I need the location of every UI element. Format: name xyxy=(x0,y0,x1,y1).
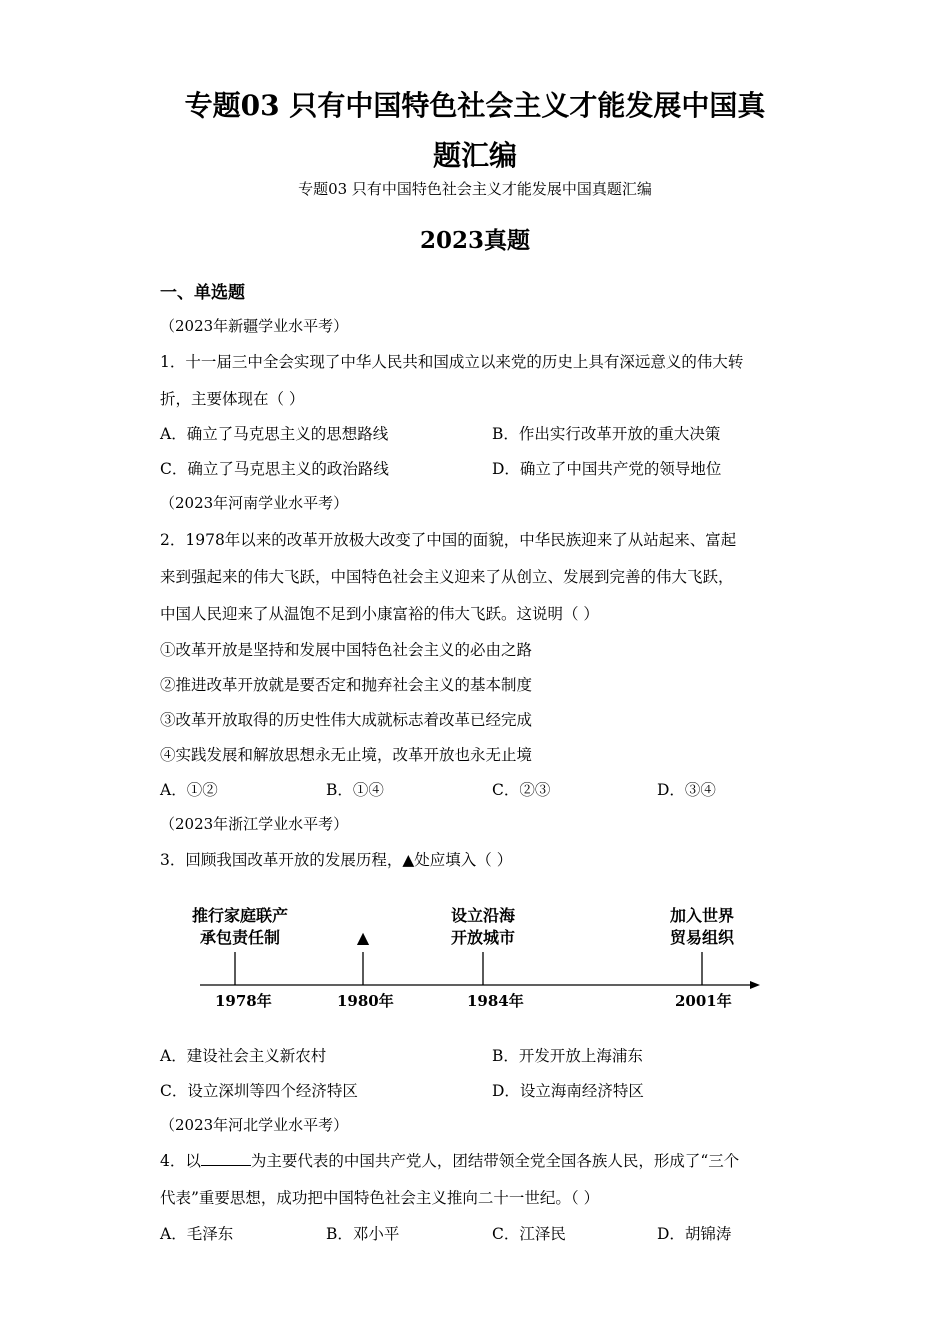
timeline-event-1978-line2: 承包责任制 xyxy=(199,928,280,947)
q2-statement-4: ④实践发展和解放思想永无止境，改革开放也永无止境 xyxy=(160,746,533,764)
timeline-event-2001 xyxy=(657,905,747,949)
q4-option-c: C．江泽民 xyxy=(492,1225,566,1243)
timeline-event-1978-line1: 推行家庭联产 xyxy=(191,906,288,925)
document-title-line1: 专题03 只有中国特色社会主义才能发展中国真 xyxy=(184,89,766,122)
q2-option-d: D．③④ xyxy=(657,781,716,799)
timeline-figure xyxy=(180,900,780,1020)
timeline-event-2001-line1: 加入世界 xyxy=(669,906,734,925)
q2-statement-2: ②推进改革开放就是要否定和抛弃社会主义的基本制度 xyxy=(160,676,533,694)
q4-stem-suffix: 为主要代表的中国共产党人，团结带领全党全国各族人民，形成了“三个 xyxy=(250,1152,740,1170)
q2-stem-line1: 2．1978年以来的改革开放极大改变了中国的面貌，中华民族迎来了从站起来、富起 xyxy=(160,531,737,549)
timeline-year-1978: 1978年 xyxy=(215,992,272,1010)
year-heading: 2023真题 xyxy=(419,227,530,254)
document-subtitle: 专题03 只有中国特色社会主义才能发展中国真题汇编 xyxy=(298,180,652,198)
q4-option-d: D．胡锦涛 xyxy=(657,1225,732,1243)
timeline-event-1984-line2: 开放城市 xyxy=(450,928,515,947)
q2-option-a: A．①② xyxy=(160,781,218,799)
q1-option-d: D．确立了中国共产党的领导地位 xyxy=(492,460,722,478)
timeline-event-2001-line2: 贸易组织 xyxy=(669,928,734,947)
q4-option-b: B．邓小平 xyxy=(326,1225,400,1243)
q1-option-c: C．确立了马克思主义的政治路线 xyxy=(160,460,389,478)
q2-source: （2023年河南学业水平考） xyxy=(160,494,349,512)
q2-option-c: C．②③ xyxy=(492,781,551,799)
timeline-year-1984: 1984年 xyxy=(467,992,524,1010)
q2-option-b: B．①④ xyxy=(326,781,384,799)
timeline-triangle-marker: ▲ xyxy=(356,928,370,947)
q4-source: （2023年河北学业水平考） xyxy=(160,1116,349,1134)
q3-stem: 3．回顾我国改革开放的发展历程，▲处应填入（ ） xyxy=(160,851,513,869)
q3-option-b: B．开发开放上海浦东 xyxy=(492,1047,643,1065)
q4-stem-line1 xyxy=(160,1149,739,1171)
q1-option-b: B．作出实行改革开放的重大决策 xyxy=(492,425,721,443)
q2-stem-line3: 中国人民迎来了从温饱不足到小康富裕的伟大飞跃。这说明（ ） xyxy=(160,605,599,623)
q4-stem-prefix: 4．以 xyxy=(160,1152,201,1170)
document-title-line2: 题汇编 xyxy=(432,139,517,172)
section-title: 一、单选题 xyxy=(160,283,245,303)
timeline-event-1984-line1: 设立沿海 xyxy=(450,906,515,925)
q3-option-d: D．设立海南经济特区 xyxy=(492,1082,644,1100)
timeline-event-1978 xyxy=(185,905,295,949)
q4-option-a: A．毛泽东 xyxy=(160,1225,234,1243)
q1-source: （2023年新疆学业水平考） xyxy=(160,317,349,335)
q3-option-a: A．建设社会主义新农村 xyxy=(160,1047,327,1065)
q4-stem-line2: 代表”重要思想，成功把中国特色社会主义推向二十一世纪。（ ） xyxy=(160,1189,600,1207)
timeline-arrow xyxy=(750,981,760,989)
timeline-event-1980 xyxy=(343,927,383,949)
q3-source: （2023年浙江学业水平考） xyxy=(160,815,349,833)
q4-answer-blank xyxy=(201,1150,251,1166)
q1-stem-line1: 1．十一届三中全会实现了中华人民共和国成立以来党的历史上具有深远意义的伟大转 xyxy=(160,353,744,371)
timeline-event-1984 xyxy=(438,905,528,949)
q2-statement-3: ③改革开放取得的历史性伟大成就标志着改革已经完成 xyxy=(160,711,533,729)
timeline-year-2001: 2001年 xyxy=(675,992,732,1010)
q1-stem-line2: 折，主要体现在（ ） xyxy=(160,390,305,408)
q2-statement-1: ①改革开放是坚持和发展中国特色社会主义的必由之路 xyxy=(160,641,533,659)
q3-option-c: C．设立深圳等四个经济特区 xyxy=(160,1082,358,1100)
q2-stem-line2: 来到强起来的伟大飞跃，中国特色社会主义迎来了从创立、发展到完善的伟大飞跃， xyxy=(160,568,734,586)
timeline-year-1980: 1980年 xyxy=(337,992,394,1010)
q1-option-a: A．确立了马克思主义的思想路线 xyxy=(160,425,389,443)
